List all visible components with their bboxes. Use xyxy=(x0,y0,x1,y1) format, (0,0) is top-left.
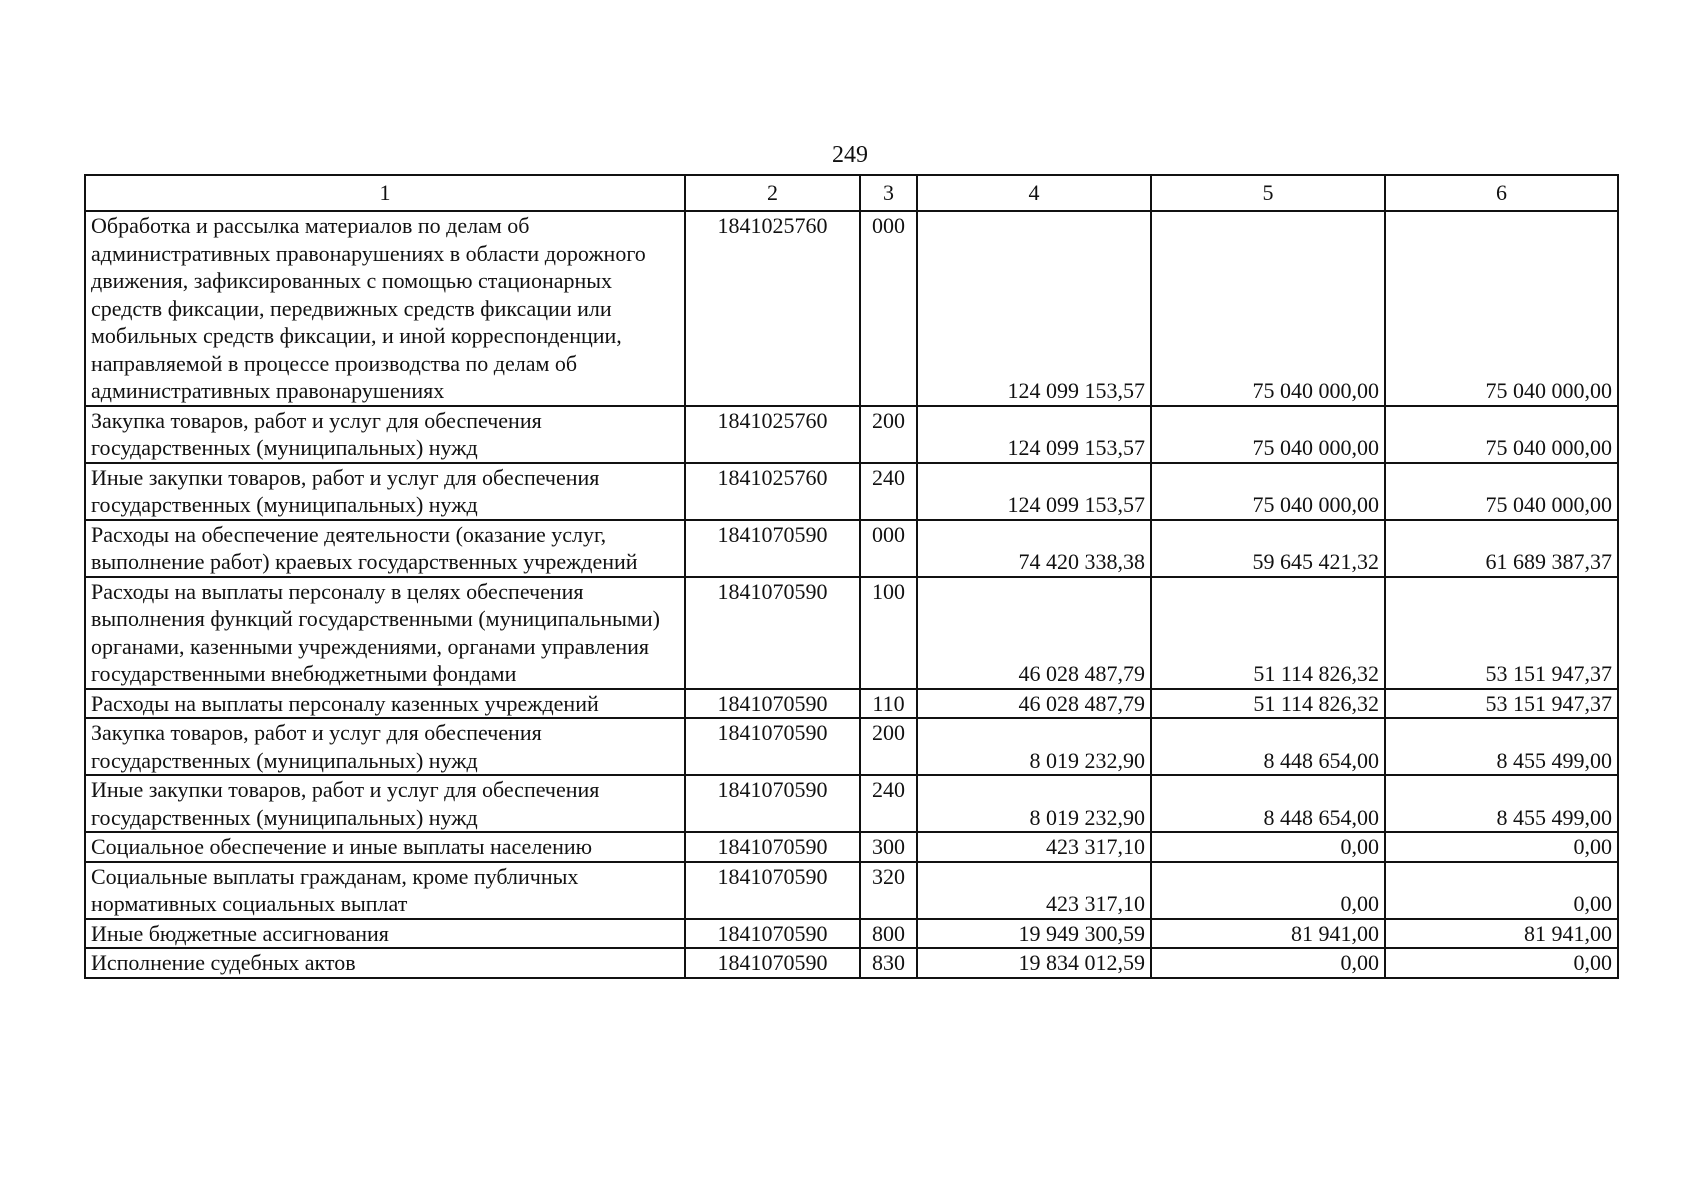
row-value-col5-cell: 8 448 654,00 xyxy=(1151,718,1385,775)
table-row xyxy=(85,832,1618,862)
row-value-col5-cell: 75 040 000,00 xyxy=(1151,406,1385,463)
table-body xyxy=(85,175,1618,978)
row-name-cell: Исполнение судебных актов xyxy=(85,948,685,978)
row-code-cell: 1841070590 xyxy=(685,689,860,719)
row-kind-cell: 320 xyxy=(860,862,917,919)
row-value-col4-cell: 8 019 232,90 xyxy=(917,775,1151,832)
row-value-col4-cell: 46 028 487,79 xyxy=(917,577,1151,689)
row-name-cell: Расходы на обеспечение деятельности (оказание услуг, выполнение работ) краевых государственных учреждений xyxy=(85,520,685,577)
row-code-cell: 1841025760 xyxy=(685,406,860,463)
row-value-col6-cell: 0,00 xyxy=(1385,948,1618,978)
table-row xyxy=(85,689,1618,719)
row-kind-cell: 800 xyxy=(860,919,917,949)
row-code-cell: 1841070590 xyxy=(685,520,860,577)
row-code-cell: 1841070590 xyxy=(685,948,860,978)
row-value-col5-cell: 75 040 000,00 xyxy=(1151,463,1385,520)
row-kind-cell: 300 xyxy=(860,832,917,862)
row-value-col4-cell: 46 028 487,79 xyxy=(917,689,1151,719)
row-code-cell: 1841070590 xyxy=(685,577,860,689)
row-value-col4-cell: 74 420 338,38 xyxy=(917,520,1151,577)
row-name-cell: Социальное обеспечение и иные выплаты населению xyxy=(85,832,685,862)
page-number: 249 xyxy=(832,142,868,168)
row-value-col4-cell: 19 949 300,59 xyxy=(917,919,1151,949)
header-cell: 5 xyxy=(1151,175,1385,211)
row-kind-cell: 200 xyxy=(860,406,917,463)
table-row xyxy=(85,775,1618,832)
row-value-col6-cell: 8 455 499,00 xyxy=(1385,718,1618,775)
row-value-col4-cell: 124 099 153,57 xyxy=(917,463,1151,520)
row-value-col5-cell: 75 040 000,00 xyxy=(1151,211,1385,406)
table-row xyxy=(85,406,1618,463)
row-value-col6-cell: 75 040 000,00 xyxy=(1385,211,1618,406)
row-kind-cell: 110 xyxy=(860,689,917,719)
row-value-col4-cell: 8 019 232,90 xyxy=(917,718,1151,775)
row-name-cell: Иные закупки товаров, работ и услуг для обеспечения государственных (муниципальных) нужд xyxy=(85,463,685,520)
row-code-cell: 1841070590 xyxy=(685,775,860,832)
row-code-cell: 1841025760 xyxy=(685,463,860,520)
row-value-col6-cell: 75 040 000,00 xyxy=(1385,463,1618,520)
row-value-col6-cell: 53 151 947,37 xyxy=(1385,577,1618,689)
table-row xyxy=(85,211,1618,406)
header-row xyxy=(85,175,1618,211)
table-row xyxy=(85,718,1618,775)
row-kind-cell: 830 xyxy=(860,948,917,978)
row-value-col4-cell: 19 834 012,59 xyxy=(917,948,1151,978)
table-row xyxy=(85,862,1618,919)
row-value-col5-cell: 51 114 826,32 xyxy=(1151,689,1385,719)
table-row xyxy=(85,520,1618,577)
row-name-cell: Закупка товаров, работ и услуг для обеспечения государственных (муниципальных) нужд xyxy=(85,718,685,775)
row-value-col4-cell: 423 317,10 xyxy=(917,862,1151,919)
row-name-cell: Иные бюджетные ассигнования xyxy=(85,919,685,949)
row-value-col6-cell: 0,00 xyxy=(1385,862,1618,919)
row-value-col6-cell: 0,00 xyxy=(1385,832,1618,862)
row-code-cell: 1841070590 xyxy=(685,862,860,919)
header-cell: 2 xyxy=(685,175,860,211)
header-cell: 4 xyxy=(917,175,1151,211)
budget-table xyxy=(84,174,1619,979)
row-value-col6-cell: 8 455 499,00 xyxy=(1385,775,1618,832)
table-row xyxy=(85,463,1618,520)
row-value-col6-cell: 53 151 947,37 xyxy=(1385,689,1618,719)
row-kind-cell: 200 xyxy=(860,718,917,775)
table-row xyxy=(85,948,1618,978)
row-code-cell: 1841070590 xyxy=(685,718,860,775)
row-code-cell: 1841025760 xyxy=(685,211,860,406)
row-value-col4-cell: 124 099 153,57 xyxy=(917,211,1151,406)
row-name-cell: Закупка товаров, работ и услуг для обеспечения государственных (муниципальных) нужд xyxy=(85,406,685,463)
row-value-col5-cell: 8 448 654,00 xyxy=(1151,775,1385,832)
row-kind-cell: 100 xyxy=(860,577,917,689)
row-value-col6-cell: 61 689 387,37 xyxy=(1385,520,1618,577)
row-code-cell: 1841070590 xyxy=(685,832,860,862)
table-row xyxy=(85,577,1618,689)
table-row xyxy=(85,919,1618,949)
row-name-cell: Иные закупки товаров, работ и услуг для обеспечения государственных (муниципальных) нужд xyxy=(85,775,685,832)
row-value-col5-cell: 0,00 xyxy=(1151,832,1385,862)
row-kind-cell: 000 xyxy=(860,211,917,406)
header-cell: 6 xyxy=(1385,175,1618,211)
row-value-col5-cell: 51 114 826,32 xyxy=(1151,577,1385,689)
row-name-cell: Социальные выплаты гражданам, кроме публичных нормативных социальных выплат xyxy=(85,862,685,919)
row-value-col6-cell: 81 941,00 xyxy=(1385,919,1618,949)
row-value-col5-cell: 0,00 xyxy=(1151,948,1385,978)
header-cell: 3 xyxy=(860,175,917,211)
row-value-col5-cell: 81 941,00 xyxy=(1151,919,1385,949)
row-kind-cell: 240 xyxy=(860,463,917,520)
row-value-col5-cell: 59 645 421,32 xyxy=(1151,520,1385,577)
row-name-cell: Расходы на выплаты персоналу в целях обеспечения выполнения функций государственными (муниципальными) органами, казенными учреждениями, органами управления государственными внебюджетными фондами xyxy=(85,577,685,689)
row-name-cell: Расходы на выплаты персоналу казенных учреждений xyxy=(85,689,685,719)
row-value-col4-cell: 423 317,10 xyxy=(917,832,1151,862)
row-value-col4-cell: 124 099 153,57 xyxy=(917,406,1151,463)
row-value-col5-cell: 0,00 xyxy=(1151,862,1385,919)
header-cell: 1 xyxy=(85,175,685,211)
row-value-col6-cell: 75 040 000,00 xyxy=(1385,406,1618,463)
row-kind-cell: 000 xyxy=(860,520,917,577)
row-kind-cell: 240 xyxy=(860,775,917,832)
row-name-cell: Обработка и рассылка материалов по делам об административных правонарушениях в области дорожного движения, зафиксированных с помощью стационарных средств фиксации, передвижных средств фиксации или мобильных средств фиксации, и иной корреспонденции, направляемой в процессе производства по делам об административных правонарушениях xyxy=(85,211,685,406)
row-code-cell: 1841070590 xyxy=(685,919,860,949)
